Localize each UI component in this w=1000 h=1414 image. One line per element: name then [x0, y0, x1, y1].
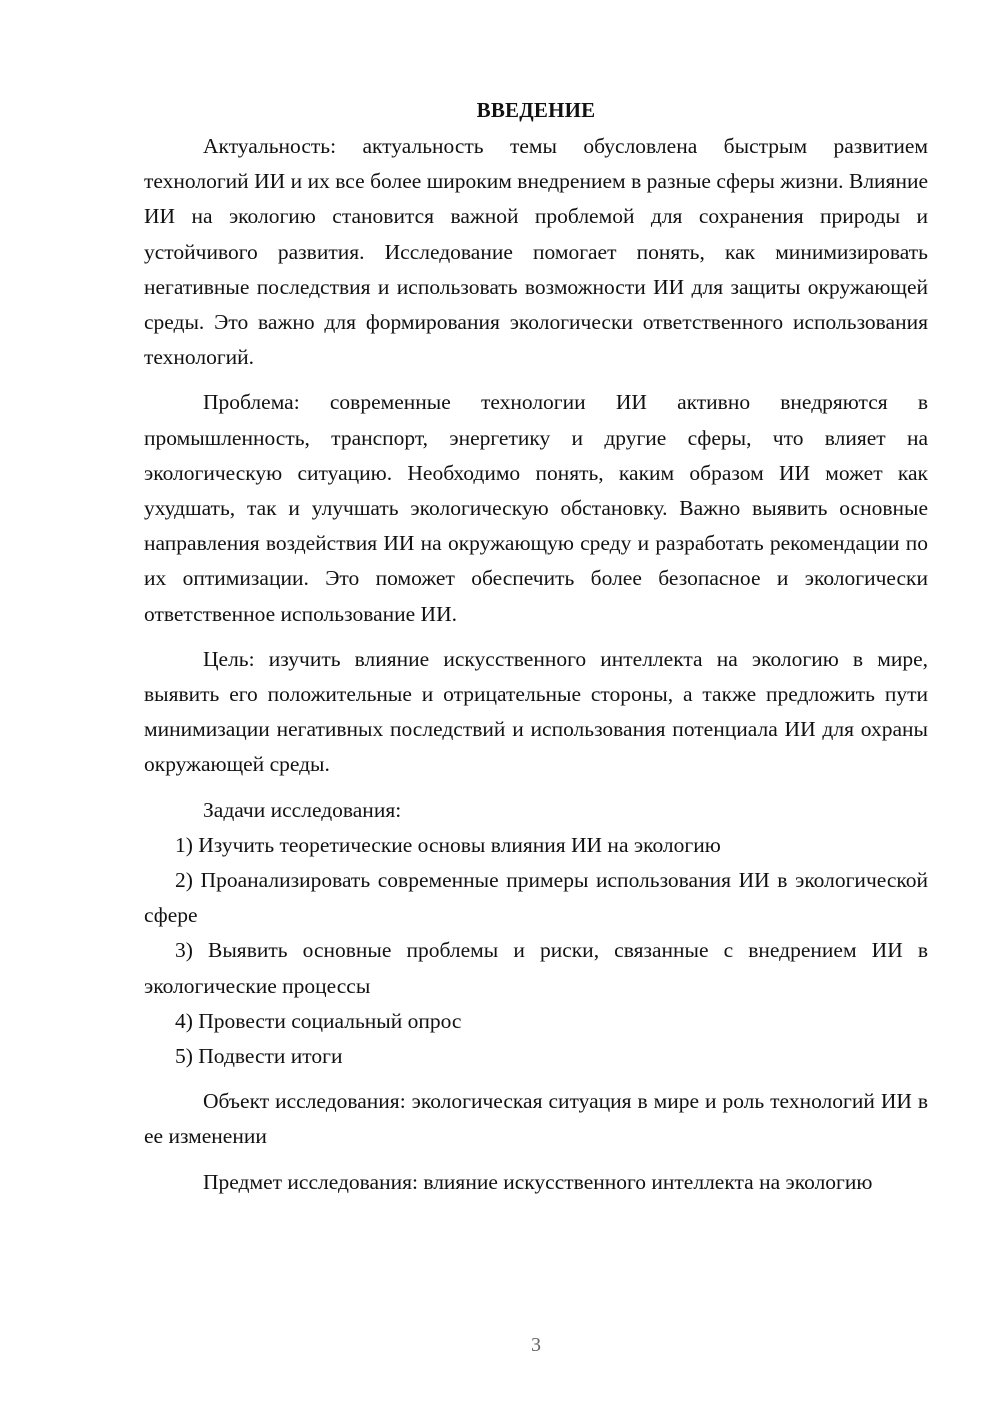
task-item-4: 4) Провести социальный опрос: [175, 1008, 462, 1033]
task-item-5: 5) Подвести итоги: [175, 1044, 343, 1069]
object-paragraph: Объект исследования: экологическая ситуация в мире и роль технологий ИИ в ее изменении: [144, 1089, 928, 1149]
goal-paragraph: Цель: изучить влияние искусственного интеллекта на экологию в мире, выявить его положительные и отрицательные стороны, а также предложить пути минимизации негативных последствий и использования потенциала ИИ для охраны окружающей среды.: [144, 646, 928, 777]
section-title: ВВЕДЕНИЕ: [476, 98, 596, 122]
task-item-2: 2) Проанализировать современные примеры использования ИИ в экологической сфере: [144, 868, 928, 928]
task-item-1: 1) Изучить теоретические основы влияния ИИ на экологию: [175, 832, 721, 857]
page-number: 3: [531, 1334, 541, 1356]
task-item-3: 3) Выявить основные проблемы и риски, связанные с внедрением ИИ в экологические процессы: [144, 938, 928, 998]
subject-paragraph: Предмет исследования: влияние искусственного интеллекта на экологию: [203, 1169, 873, 1194]
problem-paragraph: Проблема: современные технологии ИИ активно внедряются в промышленность, транспорт, энергетику и другие сферы, что влияет на экологическую ситуацию. Необходимо понять, каким образом ИИ может как ухудшать, так и улучшать экологическую обстановку. Важно выявить основные направления воздействия ИИ на окружающую среду и разработать рекомендации по их оптимизации. Это поможет обеспечить более безопасное и экологически ответственное использование ИИ.: [144, 390, 928, 626]
page-content: [144, 92, 928, 1200]
relevance-paragraph: Актуальность: актуальность темы обусловлена быстрым развитием технологий ИИ и их все более широким внедрением в разные сферы жизни. Влияние ИИ на экологию становится важной проблемой для сохранения природы и устойчивого развития. Исследование помогает понять, как минимизировать негативные последствия и использовать возможности ИИ для защиты окружающей среды. Это важно для формирования экологически ответственного использования технологий.: [144, 134, 928, 370]
tasks-heading: Задачи исследования:: [203, 797, 402, 822]
